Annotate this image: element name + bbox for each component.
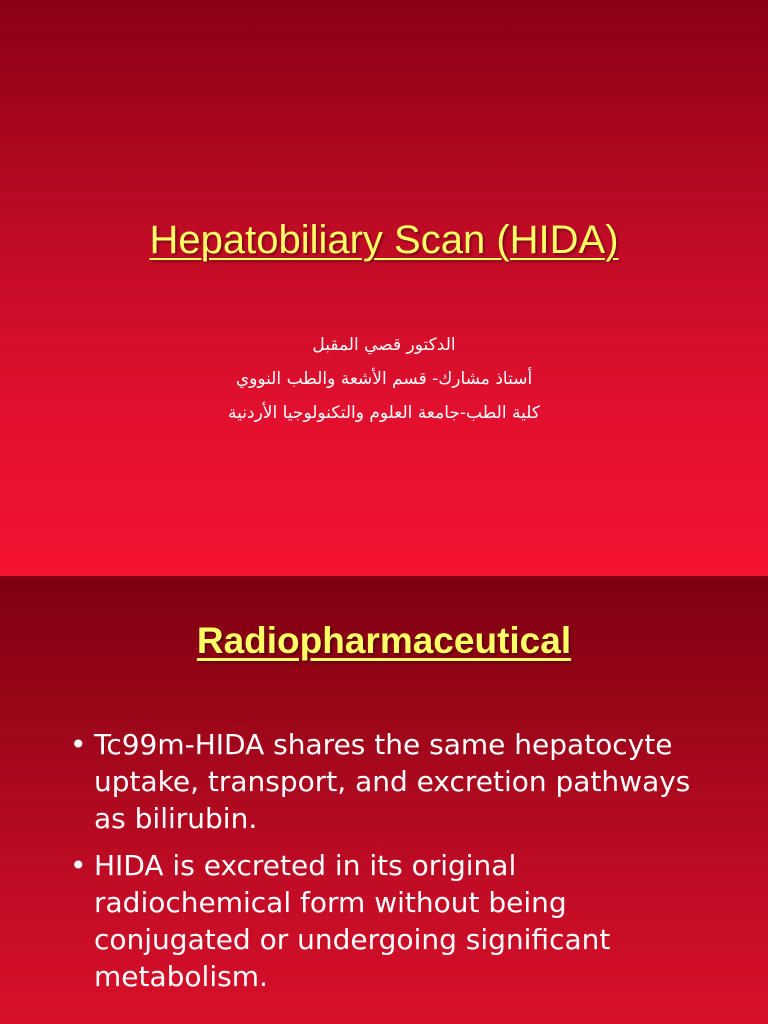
bullet-item xyxy=(70,726,710,837)
slide-title: Hepatobiliary Scan (HIDA) xyxy=(149,218,619,262)
bullet-icon: • xyxy=(70,728,87,761)
bullet-icon: • xyxy=(70,849,87,882)
author-position: أستاذ مشارك- قسم الأشعة والطب النووي xyxy=(235,369,533,389)
bullet-text: Tc99m-HIDA shares the same hepatocyte uptake, transport, and excretion pathways as bilirubin. xyxy=(94,728,691,835)
author-info xyxy=(0,328,768,430)
author-name: الدكتور قصي المقبل xyxy=(312,335,456,355)
bullet-text: HIDA is excreted in its original radiochemical form without being conjugated or undergoing significant metabolism. xyxy=(94,849,611,993)
section-title: Radiopharmaceutical xyxy=(196,620,572,661)
bullet-item xyxy=(70,847,710,995)
bullet-list xyxy=(70,726,710,1005)
author-institution: كلية الطب-جامعة العلوم والتكنولوجيا الأردنية xyxy=(228,403,540,423)
